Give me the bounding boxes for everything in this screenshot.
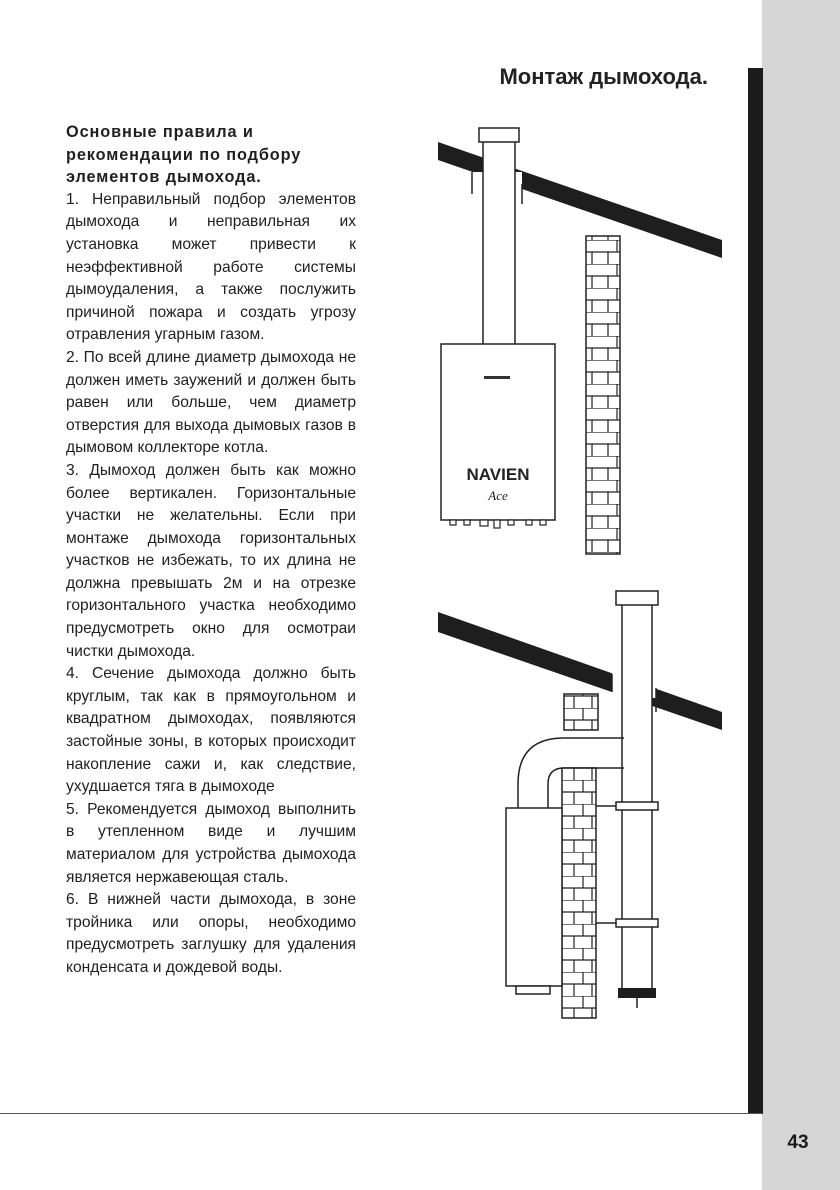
text-column xyxy=(66,121,356,980)
footer-rule xyxy=(0,1113,762,1114)
chimney-cap-2 xyxy=(616,591,658,605)
boiler-base-2 xyxy=(516,986,550,994)
boiler-body-2 xyxy=(506,808,562,986)
brick-wall-2 xyxy=(562,768,596,1018)
boiler-connectors xyxy=(450,520,546,528)
chimney-cap xyxy=(479,128,519,142)
paragraph-6: 6. В нижней части дымохода, в зоне тройника или опоры, необходимо предусмотреть заглушку для удаления конденсата и дождевой воды. xyxy=(66,891,356,976)
brick-block-upper xyxy=(564,694,598,730)
page-title: Монтаж дымохода. xyxy=(499,64,708,89)
boiler-display xyxy=(484,376,510,379)
paragraph-1: 1. Неправильный подбор элементов дымохода и неправильная их установка может привести к неэффективной работе системы дымоудаления, а также послужить причиной пожара и создать угрозу отравления угарным газом. xyxy=(66,190,356,344)
wall-clamp-upper xyxy=(616,802,658,810)
condensate-plug xyxy=(618,988,656,998)
brick-wall xyxy=(586,236,620,554)
boiler-model: Ace xyxy=(488,488,508,503)
chimney-pipe xyxy=(483,140,515,350)
section-heading: Основные правила и рекомендации по подбору элементов дымохода. xyxy=(66,123,302,187)
roof-beam xyxy=(438,142,722,258)
side-margin-strip xyxy=(762,0,840,1190)
paragraph-2: 2. По всей длине диаметр дымохода не должен иметь заужений и должен быть равен или больше, чем диаметр отверстия для выхода дымовых газов в дымовом коллекторе котла. xyxy=(66,348,356,457)
boiler-brand: NAVIEN xyxy=(466,465,530,484)
paragraph-5: 5. Рекомендуется дымоход выполнить в утепленном виде и лучшим материалом для устройства дымохода является нержавеющая сталь. xyxy=(66,800,356,886)
chimney-diagram-external xyxy=(430,588,740,1048)
page-number: 43 xyxy=(787,1132,809,1153)
side-black-bar xyxy=(748,68,763,1114)
chimney-diagram-boiler xyxy=(430,120,740,570)
paragraph-4: 4. Сечение дымохода должно быть круглым, так как в прямоугольном и квадратном дымоходах, появляются застойные зоны, в которых происходит накопление сажи и, как следствие, ухудшается тяга в дымоходе xyxy=(66,665,356,796)
paragraph-3: 3. Дымоход должен быть как можно более вертикален. Горизонтальные участки не желательны. Если при монтаже дымохода горизонтальных участков не избежать, то их длина не должна превышать 2м и на отрезке горизонтального участка необходимо предусмотреть окно для осмотраи чистки дымохода. xyxy=(66,461,356,660)
external-chimney-pipe xyxy=(622,604,652,996)
wall-clamp-lower xyxy=(616,919,658,927)
